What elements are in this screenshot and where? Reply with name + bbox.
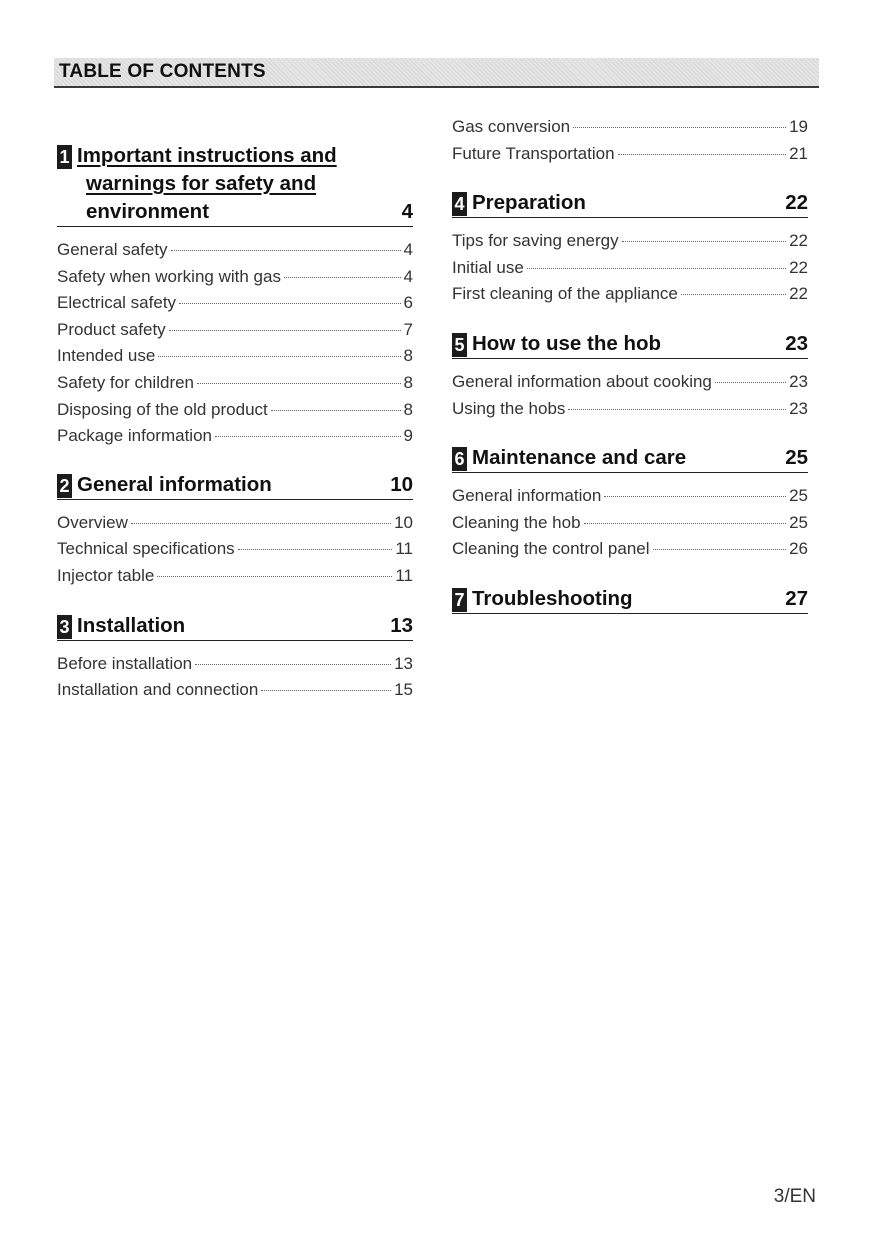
toc-entry-label: General safety [57,240,168,259]
section-page-number: 22 [785,191,808,215]
section-number-badge: 7 [452,588,467,612]
toc-entry[interactable] [452,281,808,308]
section-number-badge: 1 [57,145,72,169]
toc-entry-page: 22 [789,257,808,277]
dot-leader [215,436,401,437]
toc-entry[interactable] [452,228,808,255]
spacer [452,308,808,330]
toc-column-right [452,114,808,624]
dot-leader [261,690,391,691]
toc-entry[interactable] [57,290,413,317]
toc-entry[interactable] [452,510,808,537]
toc-entry[interactable] [452,114,808,141]
toc-entry-label: First cleaning of the appliance [452,284,678,304]
section-number-badge: 2 [57,474,72,498]
toc-entry-label: Cleaning the control panel [452,539,650,559]
toc-entry[interactable] [57,397,413,424]
section-title-line: environment [86,200,210,223]
toc-entry-page: 11 [395,565,413,585]
section-page-number: 4 [401,200,413,223]
section-page-number: 13 [390,613,413,637]
toc-section-3 [57,612,413,704]
section-heading[interactable] [452,585,808,614]
toc-entry[interactable] [57,563,413,590]
toc-entry-page: 13 [394,653,413,673]
dot-leader [653,549,787,550]
section-number-badge: 5 [452,333,467,357]
dot-leader [158,356,400,357]
dot-leader [622,241,786,242]
toc-section-4 [452,189,808,308]
toc-entry-label: Product safety [57,319,166,339]
dot-leader [715,382,786,383]
dot-leader [681,294,786,295]
toc-entry-page: 8 [403,346,413,366]
toc-entry-page: 25 [789,512,808,532]
dot-leader [169,330,401,331]
toc-entry[interactable] [57,677,413,704]
toc-entry-page: 15 [394,680,413,700]
spacer [452,422,808,444]
toc-entry-label: Intended use [57,346,156,366]
toc-entry-label: General information [452,486,602,506]
toc-entry[interactable] [57,237,413,264]
section-title: Maintenance and care [472,446,687,470]
toc-entry-label: Using the hobs [452,398,566,418]
toc-entry-label: Future Transportation [452,143,615,163]
toc-entry-label: Safety when working with gas [57,266,281,286]
toc-entry-page: 7 [403,319,413,339]
toc-entry[interactable] [452,255,808,282]
toc-section-2 [57,471,413,590]
toc-section-3-continued [452,114,808,167]
toc-entry-page: 6 [403,293,413,313]
dot-leader [195,664,391,665]
spacer [57,590,413,612]
section-number-badge: 4 [452,192,467,216]
toc-entry-label: Installation and connection [57,680,259,700]
section-title: General information [77,472,272,496]
toc-entry[interactable] [452,141,808,168]
toc-entry-label: Technical specifications [57,539,235,559]
toc-entry-page: 10 [394,512,413,532]
spacer [452,167,808,189]
dot-leader [131,523,391,524]
section-heading[interactable] [57,612,413,641]
dot-leader [271,410,401,411]
toc-entry[interactable] [452,369,808,396]
toc-title: TABLE OF CONTENTS [59,61,266,82]
toc-entry-label: Initial use [452,257,524,277]
toc-entry-page: 4 [403,240,413,259]
toc-header-bar [54,58,819,88]
toc-entry-page: 4 [403,266,413,286]
section-page-number: 10 [390,472,413,496]
section-title-line: Important instructions and [77,144,337,167]
dot-leader [604,496,786,497]
dot-leader [527,268,786,269]
dot-leader [197,383,401,384]
toc-entry[interactable] [57,370,413,397]
toc-section-7 [452,585,808,614]
dot-leader [573,127,786,128]
toc-entry-page: 22 [789,231,808,251]
page-number-footer: 3/EN [773,1186,816,1207]
dot-leader [157,576,392,577]
section-number-badge: 6 [452,447,467,471]
toc-entry-page: 23 [789,371,808,391]
toc-entry-label: Overview [57,512,128,532]
toc-entry-page: 8 [403,399,413,419]
toc-entry[interactable] [57,510,413,537]
toc-entry-page: 25 [789,486,808,506]
section-title: Installation [77,613,186,637]
toc-entry-label: Cleaning the hob [452,512,581,532]
section-page-number: 27 [785,586,808,610]
toc-entry[interactable] [57,343,413,370]
toc-entry[interactable] [452,536,808,563]
toc-entry-label: General information about cooking [452,371,712,391]
spacer [57,450,413,471]
toc-entry-page: 9 [403,426,413,446]
toc-entry-label: Gas conversion [452,117,571,136]
section-title: Troubleshooting [472,586,633,610]
toc-entry-label: Safety for children [57,372,195,392]
dot-leader [584,523,787,524]
section-page-number: 23 [785,331,808,355]
section-title: How to use the hob [472,331,662,355]
spacer [452,563,808,585]
toc-entry-label: Electrical safety [57,293,177,313]
toc-entry-page: 8 [403,372,413,392]
toc-section-1 [57,142,413,450]
section-heading[interactable] [452,189,808,218]
toc-entry-label: Before installation [57,653,193,673]
toc-entry-label: Tips for saving energy [452,231,619,251]
section-heading[interactable] [452,330,808,359]
toc-entry-page: 19 [789,117,808,136]
section-page-number: 25 [785,446,808,470]
section-number-badge: 3 [57,615,72,639]
section-title-line: warnings for safety and [86,172,317,195]
toc-entry[interactable] [452,483,808,510]
toc-entry-page: 22 [789,284,808,304]
toc-entry-label: Injector table [57,565,155,585]
toc-entry[interactable] [57,423,413,450]
toc-entry[interactable] [57,536,413,563]
dot-leader [171,250,401,251]
dot-leader [568,409,786,410]
section-heading[interactable] [452,444,808,473]
toc-section-6 [452,444,808,563]
dot-leader [238,549,393,550]
dot-leader [179,303,400,304]
toc-column-left [57,142,413,704]
section-title: Preparation [472,191,586,215]
toc-entry[interactable] [57,317,413,344]
toc-section-5 [452,330,808,422]
toc-entry-page: 26 [789,539,808,559]
toc-entry-label: Package information [57,426,212,446]
toc-entry-label: Disposing of the old product [57,399,268,419]
toc-entry[interactable] [57,264,413,291]
dot-leader [618,154,787,155]
section-heading[interactable] [57,471,413,500]
toc-entry[interactable] [57,651,413,678]
toc-entry-page: 21 [789,143,808,163]
toc-entry-page: 11 [395,539,413,559]
toc-entry[interactable] [452,396,808,423]
section-heading[interactable] [57,142,413,227]
dot-leader [284,277,401,278]
toc-entry-page: 23 [789,398,808,418]
